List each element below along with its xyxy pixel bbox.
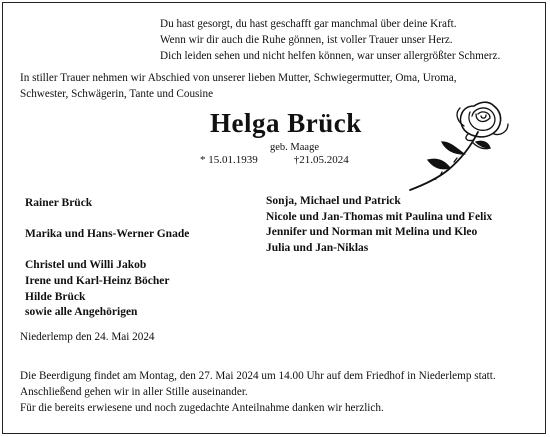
poem-line: Dich leiden sehen und nicht helfen können, war unser allergrößter Schmerz. bbox=[160, 50, 501, 62]
death-date: †21.05.2024 bbox=[293, 154, 349, 166]
poem-line: Wenn wir dir auch die Ruhe gönnen, ist voller Trauer unser Herz. bbox=[160, 34, 453, 46]
mourners-right bbox=[266, 194, 492, 256]
mourner-line: Rainer Brück bbox=[25, 197, 93, 209]
mourner-line: Irene und Karl-Heinz Böcher bbox=[25, 274, 170, 287]
mourner-line: Marika und Hans-Werner Gnade bbox=[25, 228, 190, 241]
poem-line: Du hast gesorgt, du hast geschafft gar manchmal über deine Kraft. bbox=[160, 18, 457, 30]
place-and-date: Niederlemp den 24. Mai 2024 bbox=[20, 331, 155, 343]
birth-name: geb. Maage bbox=[270, 142, 319, 153]
funeral-details bbox=[20, 368, 496, 416]
mourner-line: Jennifer und Norman mit Melina und Kleo bbox=[266, 226, 478, 239]
birth-date: * 15.01.1939 bbox=[200, 154, 258, 166]
funeral-line: Anschließend gehen wir in aller Stille auseinander. bbox=[20, 386, 248, 398]
intro-line: In stiller Trauer nehmen wir Abschied von unserer lieben Mutter, Schwiegermutter, Oma, Uroma, bbox=[20, 72, 457, 84]
life-dates bbox=[200, 154, 349, 166]
deceased-name: Helga Brück bbox=[210, 108, 362, 138]
funeral-line: Die Beerdigung findet am Montag, den 27. Mai 2024 um 14.00 Uhr auf dem Friedhof in Niederlemp statt. bbox=[20, 370, 496, 382]
mourner-line: Christel und Willi Jakob bbox=[25, 259, 147, 272]
mourner-line: Hilde Brück bbox=[25, 290, 86, 303]
mourner-line: Nicole und Jan-Thomas mit Paulina und Felix bbox=[266, 210, 493, 223]
mourner-line: sowie alle Angehörigen bbox=[25, 306, 138, 319]
mourner-line: Sonja, Michael und Patrick bbox=[266, 195, 401, 207]
mourner-line: Julia und Jan-Niklas bbox=[266, 241, 369, 254]
rose-icon bbox=[404, 96, 516, 192]
poem bbox=[160, 16, 500, 64]
intro-line: Schwester, Schwägerin, Tante und Cousine bbox=[20, 88, 214, 100]
funeral-line: Für die bereits erwiesene und noch zugedachte Anteilnahme danken wir herzlich. bbox=[20, 402, 384, 414]
mourners-left bbox=[25, 196, 189, 321]
